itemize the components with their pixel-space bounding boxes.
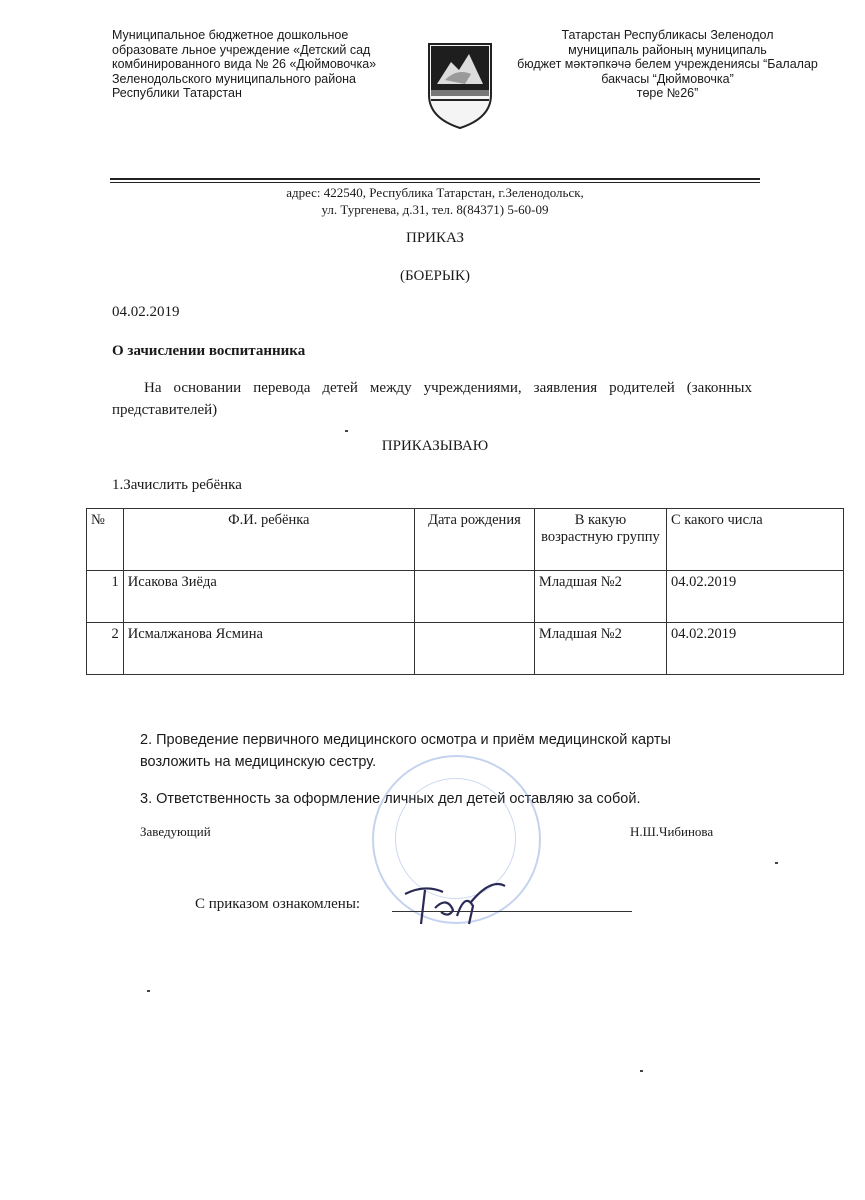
order-date: 04.02.2019 [112, 304, 180, 320]
signatory-name: Н.Ш.Чибинова [630, 824, 714, 839]
order-item-2 [140, 729, 671, 773]
table-row [87, 623, 844, 675]
scan-speck [775, 862, 778, 864]
header-divider [110, 178, 760, 180]
org-line: бюджет мәктәпкәчә белем учреждениясы “Балалар [517, 57, 818, 72]
order-item-2-line: 2. Проведение первичного медицинского осмотра и приём медицинской карты [140, 732, 671, 748]
child-name: Исакова Зиёда [123, 571, 414, 623]
org-line: Зеленодольского муниципального района [112, 71, 357, 86]
order-basis: На основании перевода детей между учреждениями, заявления родителей (законных представителей) [112, 380, 752, 418]
child-name: Исмалжанова Ясмина [123, 623, 414, 675]
order-item-3: 3. Ответственность за оформление личных дел детей оставляю за собой. [140, 791, 641, 807]
column-header: Ф.И. ребёнка [123, 509, 414, 571]
scan-speck [147, 990, 150, 992]
order-item-2-line: возложить на медицинскую сестру. [140, 754, 377, 770]
scan-speck [345, 430, 348, 432]
enroll-date: 04.02.2019 [666, 571, 843, 623]
column-header: С какого числа [666, 509, 843, 571]
acknowledgement-label: С приказом ознакомлены: [195, 896, 361, 912]
document-title-tatar: (БОЕРЫК) [400, 268, 470, 284]
org-line: Республики Татарстан [112, 86, 242, 101]
column-header: № [87, 509, 124, 571]
org-line: комбинированного вида № 26 «Дюймовочка» [112, 57, 377, 72]
header-divider [110, 182, 760, 183]
org-line: Татарстан Республикасы Зеленодол [561, 28, 774, 42]
org-line: муниципаль районың муниципаль [568, 42, 767, 57]
column-header: Дата рождения [414, 509, 534, 571]
age-group: Младшая №2 [534, 623, 666, 675]
order-command: ПРИКАЗЫВАЮ [381, 438, 489, 454]
address-line: ул. Тургенева, д.31, тел. 8(84371) 5-60-09 [321, 202, 549, 217]
handwritten-signature-icon [395, 872, 515, 932]
table-row [87, 571, 844, 623]
row-number: 2 [87, 623, 124, 675]
address-block [110, 184, 760, 218]
org-line: төре №26” [636, 86, 699, 101]
order-item-1: 1.Зачислить ребёнка [112, 477, 242, 493]
org-line: бакчасы “Дюймовочка” [601, 71, 734, 86]
order-subject: О зачислении воспитанника [112, 343, 306, 359]
enrollment-table [86, 508, 844, 675]
scan-speck [640, 1070, 643, 1072]
document-title: ПРИКАЗ [406, 230, 464, 246]
org-line: Муниципальное бюджетное дошкольное [112, 28, 349, 42]
enroll-date: 04.02.2019 [666, 623, 843, 675]
org-name-russian [112, 28, 412, 101]
address-line: адрес: 422540, Республика Татарстан, г.Зеленодольск, [286, 185, 584, 200]
row-number: 1 [87, 571, 124, 623]
column-header: В какую возрастную группу [534, 509, 666, 571]
org-line: образовате льное учреждение «Детский сад [112, 42, 371, 57]
coat-of-arms-icon [425, 40, 495, 130]
org-name-tatar [500, 28, 835, 101]
birth-date [414, 623, 534, 675]
birth-date [414, 571, 534, 623]
table-header-row [87, 509, 844, 571]
age-group: Младшая №2 [534, 571, 666, 623]
signatory-position: Заведующий [140, 824, 211, 839]
